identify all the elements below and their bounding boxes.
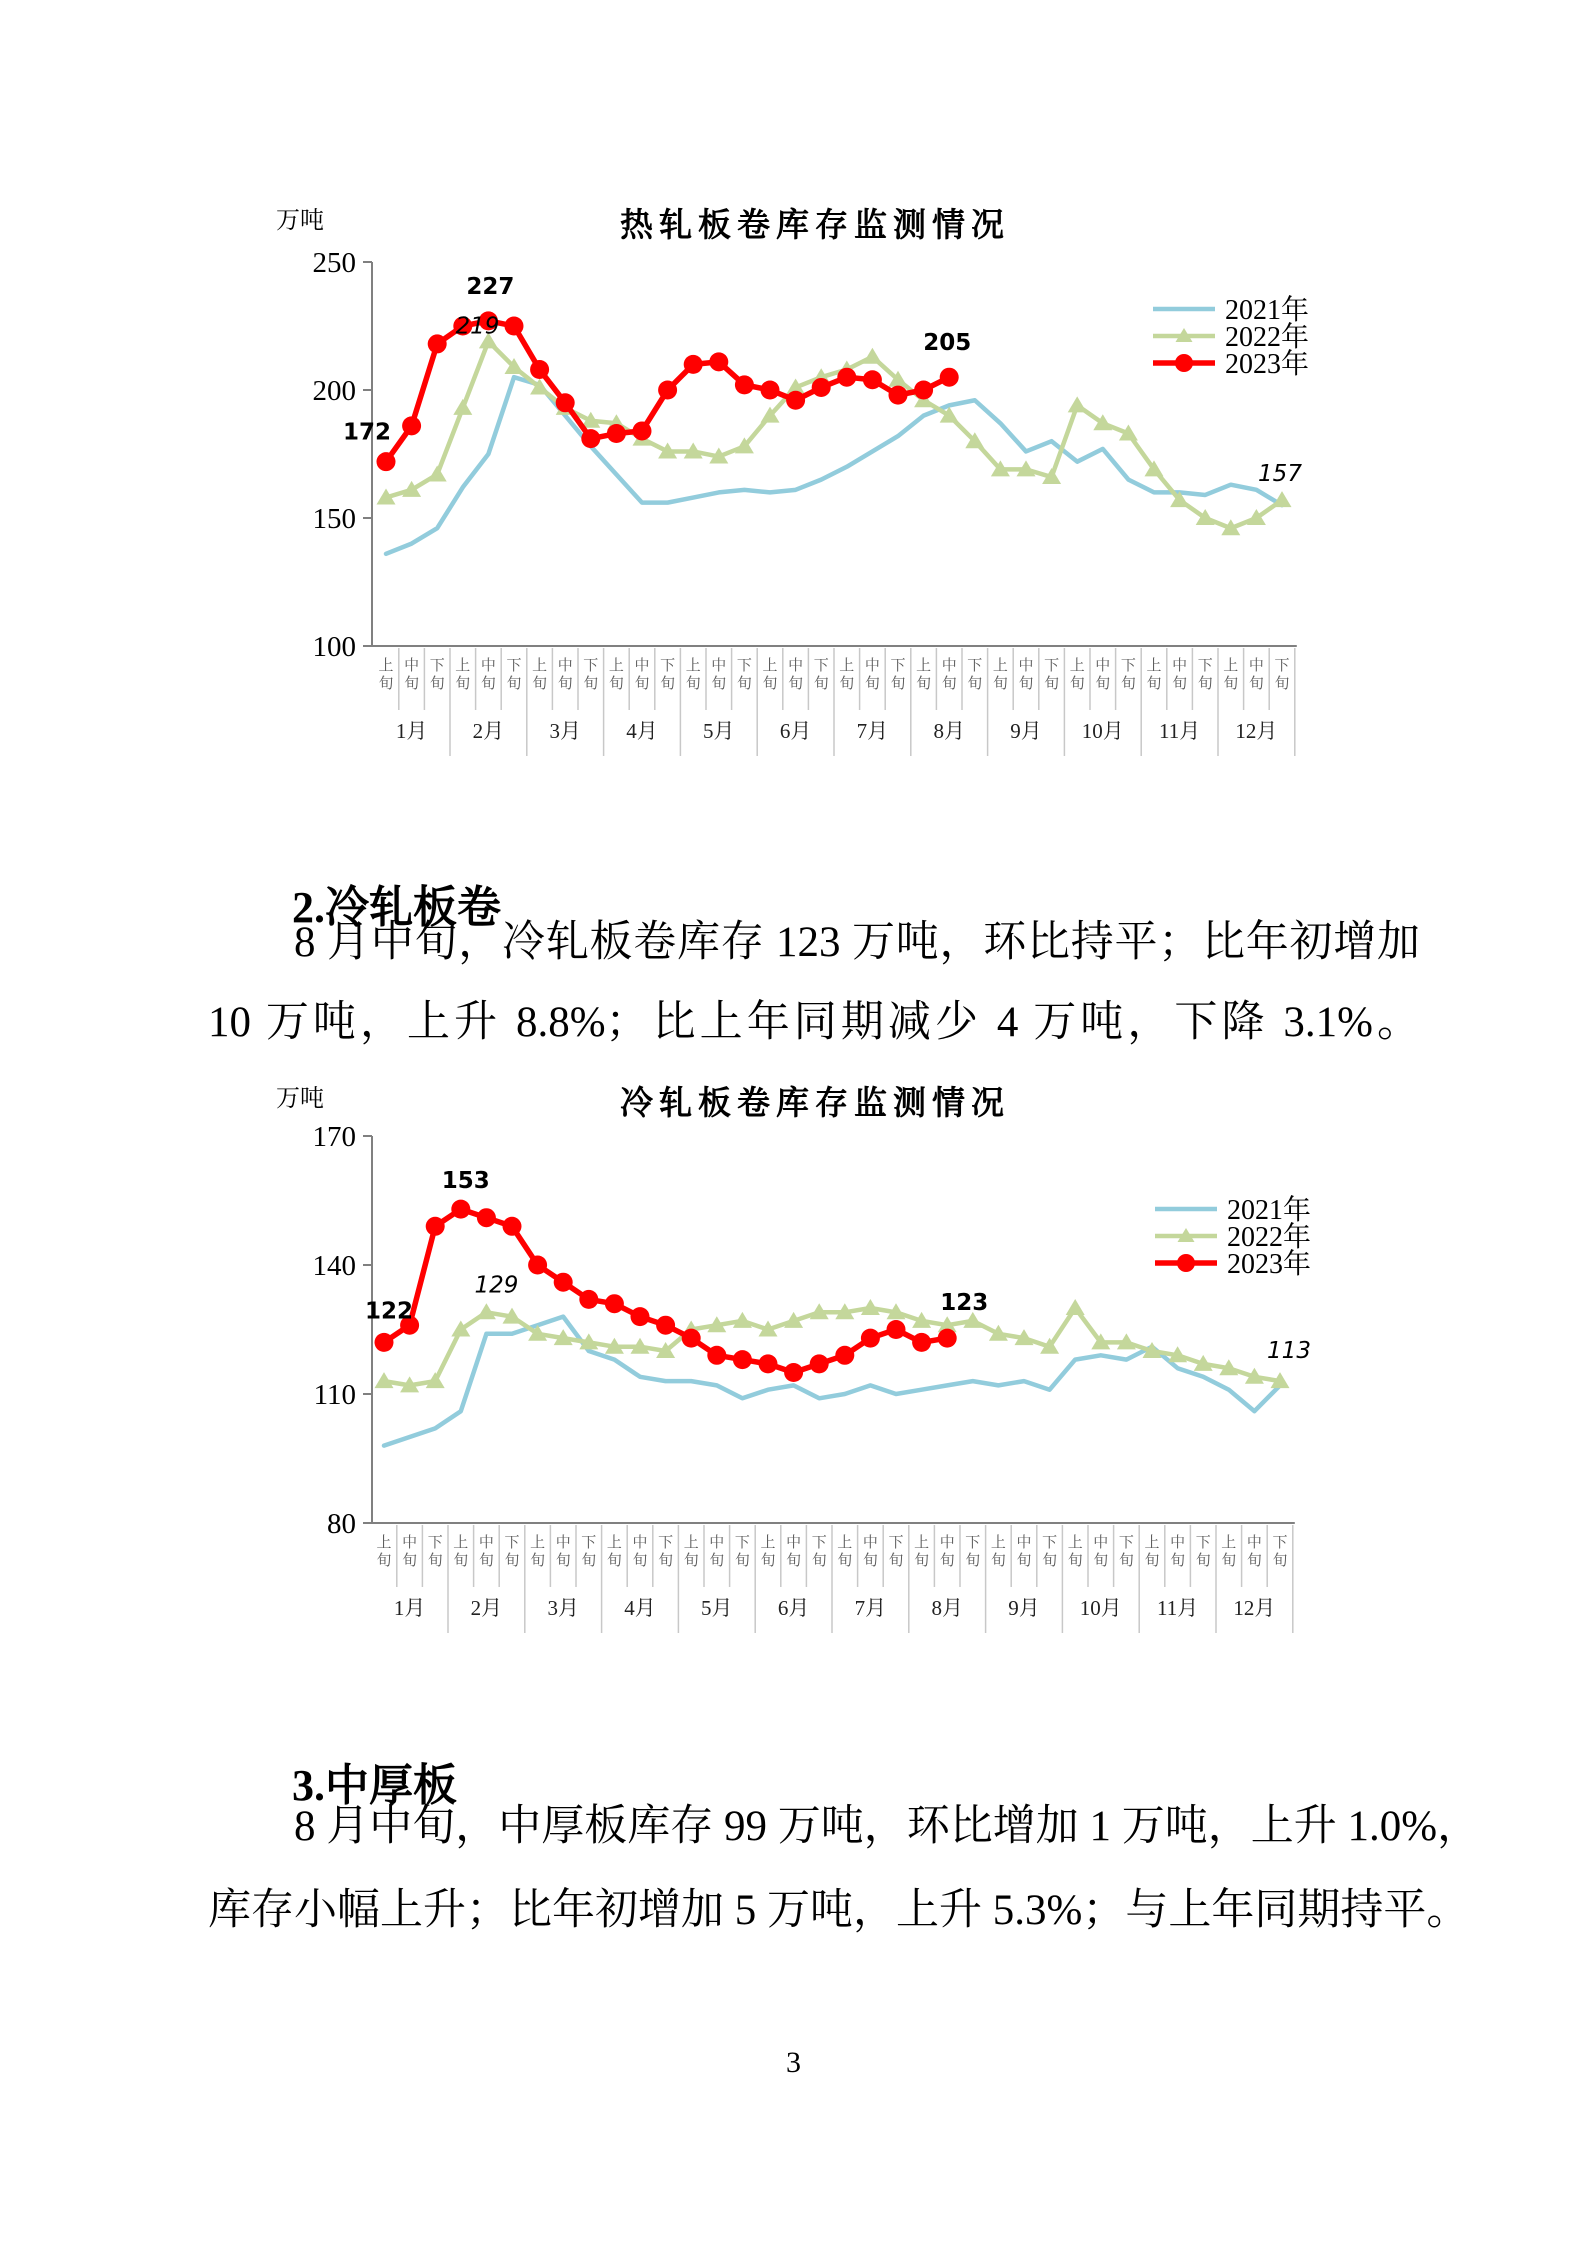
x-axis-month-label: 3月 xyxy=(549,719,581,743)
y-axis-tick-label: 110 xyxy=(313,1379,356,1411)
x-axis-period-label: 上 xyxy=(532,658,548,674)
x-axis-period-label: 中 xyxy=(1248,658,1264,674)
x-axis-period-label: 中 xyxy=(864,658,880,674)
x-axis-period-label: 上 xyxy=(914,1535,930,1551)
x-axis-period-label: 旬 xyxy=(1018,676,1034,692)
x-axis-period-label: 下 xyxy=(736,658,752,674)
y-axis-tick-label: 140 xyxy=(312,1250,356,1282)
x-axis-period-label: 下 xyxy=(967,658,983,674)
x-axis-period-label: 旬 xyxy=(557,676,573,692)
x-axis-period-label: 中 xyxy=(788,658,804,674)
x-axis-period-label: 中 xyxy=(1172,658,1188,674)
data-point-marker xyxy=(863,348,882,364)
x-axis-period-label: 旬 xyxy=(890,676,906,692)
x-axis-period-label: 中 xyxy=(632,1535,648,1551)
x-axis-period-label: 上 xyxy=(608,658,624,674)
x-axis-period-label: 旬 xyxy=(453,1553,469,1569)
data-point-marker xyxy=(658,381,677,400)
x-axis-period-label: 旬 xyxy=(504,1553,520,1569)
x-axis-month-label: 7月 xyxy=(854,1596,887,1620)
x-axis-period-label: 旬 xyxy=(916,676,932,692)
x-axis-period-label: 下 xyxy=(1042,1535,1058,1551)
x-axis-month-label: 5月 xyxy=(701,1596,733,1620)
x-axis-period-label: 旬 xyxy=(939,1553,955,1569)
x-axis-month-label: 4月 xyxy=(624,1596,656,1620)
x-axis-month-label: 6月 xyxy=(779,719,812,743)
x-axis-period-label: 旬 xyxy=(1248,676,1264,692)
data-point-marker xyxy=(503,1217,522,1236)
x-axis-period-label: 旬 xyxy=(760,1553,776,1569)
section-heading-cold-rolled: 2.冷轧板卷 xyxy=(292,882,501,932)
x-axis-period-label: 上 xyxy=(839,658,855,674)
x-axis-period-label: 旬 xyxy=(376,1553,392,1569)
data-point-marker xyxy=(938,1329,957,1348)
x-axis-period-label: 中 xyxy=(478,1535,494,1551)
data-point-marker xyxy=(707,1346,726,1365)
x-axis-period-label: 旬 xyxy=(1246,1553,1262,1569)
x-axis-period-label: 下 xyxy=(813,658,829,674)
x-axis-month-label: 3月 xyxy=(547,1596,579,1620)
x-axis-period-label: 下 xyxy=(427,1535,443,1551)
x-axis-period-label: 旬 xyxy=(581,1553,597,1569)
data-point-marker xyxy=(377,452,396,471)
x-axis-period-label: 旬 xyxy=(404,676,420,692)
x-axis-period-label: 旬 xyxy=(427,1553,443,1569)
x-axis-period-label: 上 xyxy=(992,658,1008,674)
data-label: 153 xyxy=(441,1168,490,1195)
x-axis-period-label: 中 xyxy=(404,658,420,674)
x-axis-period-label: 旬 xyxy=(1195,1553,1211,1569)
x-axis-month-label: 10月 xyxy=(1079,1596,1122,1620)
x-axis-period-label: 上 xyxy=(1067,1535,1083,1551)
x-axis-period-label: 中 xyxy=(1170,1535,1186,1551)
x-axis-period-label: 下 xyxy=(1118,1535,1134,1551)
x-axis-period-label: 旬 xyxy=(837,1553,853,1569)
x-axis-period-label: 旬 xyxy=(402,1553,418,1569)
x-axis-period-label: 下 xyxy=(1274,658,1290,674)
x-axis-period-label: 中 xyxy=(557,658,573,674)
data-point-marker xyxy=(631,1307,650,1326)
x-axis-period-label: 旬 xyxy=(992,676,1008,692)
x-axis-month-label: 10月 xyxy=(1081,719,1124,743)
data-point-marker xyxy=(912,1333,931,1352)
x-axis-period-label: 旬 xyxy=(734,1553,750,1569)
x-axis-month-label: 9月 xyxy=(1008,1596,1040,1620)
x-axis-period-label: 中 xyxy=(709,1535,725,1551)
x-axis-period-label: 旬 xyxy=(813,676,829,692)
axes xyxy=(313,247,1297,663)
x-axis-period-label: 中 xyxy=(555,1535,571,1551)
data-point-marker xyxy=(656,1316,675,1335)
x-axis-period-label: 旬 xyxy=(1221,1553,1237,1569)
x-axis-period-label: 上 xyxy=(530,1535,546,1551)
x-axis-grid xyxy=(376,1525,1292,1633)
legend-entry-label: 2023年 xyxy=(1225,349,1310,380)
x-axis-period-label: 上 xyxy=(837,1535,853,1551)
x-axis-period-label: 旬 xyxy=(1118,1553,1134,1569)
legend-entry-label: 2021年 xyxy=(1227,1195,1312,1226)
data-label: 123 xyxy=(940,1290,989,1317)
x-axis-period-label: 旬 xyxy=(888,1553,904,1569)
data-point-marker xyxy=(528,1256,547,1275)
data-point-marker xyxy=(581,429,600,448)
paragraph-line: 8 月中旬，中厚板库存 99 万吨，环比增加 1 万吨，上升 1.0%， xyxy=(294,1803,1481,1850)
data-point-marker xyxy=(530,360,549,379)
x-axis-period-label: 旬 xyxy=(736,676,752,692)
x-axis-month-label: 12月 xyxy=(1233,1596,1276,1620)
x-axis-period-label: 下 xyxy=(1272,1535,1288,1551)
x-axis-period-label: 上 xyxy=(683,1535,699,1551)
x-axis-period-label: 旬 xyxy=(532,676,548,692)
x-axis-period-label: 上 xyxy=(376,1535,392,1551)
x-axis-period-label: 旬 xyxy=(1223,676,1239,692)
x-axis-period-label: 旬 xyxy=(1044,676,1060,692)
x-axis-period-label: 上 xyxy=(1069,658,1085,674)
x-axis-period-label: 旬 xyxy=(1144,1553,1160,1569)
data-point-marker xyxy=(863,370,882,389)
x-axis-period-label: 上 xyxy=(1221,1535,1237,1551)
y-axis-tick-label: 100 xyxy=(312,631,356,663)
hot-rolled-chart-svg xyxy=(225,140,1385,788)
data-point-marker xyxy=(812,378,831,397)
x-axis-month-label: 8月 xyxy=(933,719,965,743)
data-label: 205 xyxy=(923,330,972,357)
legend-entry-label: 2023年 xyxy=(1227,1249,1312,1280)
x-axis-month-label: 4月 xyxy=(626,719,658,743)
y-axis-tick-label: 80 xyxy=(327,1508,356,1540)
data-point-marker xyxy=(887,1320,906,1339)
page-number: 3 xyxy=(786,2046,801,2079)
x-axis-period-label: 下 xyxy=(658,1535,674,1551)
x-axis-period-label: 旬 xyxy=(683,1553,699,1569)
x-axis-period-label: 下 xyxy=(583,658,599,674)
paragraph-line: 库存小幅上升；比年初增加 5 万吨，上升 5.3%；与上年同期持平。 xyxy=(208,1887,1470,1934)
x-axis-period-label: 上 xyxy=(760,1535,776,1551)
x-axis-period-label: 旬 xyxy=(1120,676,1136,692)
x-axis-period-label: 旬 xyxy=(1170,1553,1186,1569)
x-axis-period-label: 旬 xyxy=(1272,1553,1288,1569)
x-axis-period-label: 中 xyxy=(1093,1535,1109,1551)
x-axis-month-label: 1月 xyxy=(395,719,428,743)
x-axis-period-label: 旬 xyxy=(914,1553,930,1569)
data-point-marker xyxy=(1068,396,1087,412)
series-2021年 xyxy=(386,377,1282,554)
data-point-marker xyxy=(835,1346,854,1365)
x-axis-period-label: 旬 xyxy=(711,676,727,692)
data-label: 157 xyxy=(1258,461,1302,488)
x-axis-period-label: 上 xyxy=(1146,658,1162,674)
x-axis-period-label: 旬 xyxy=(555,1553,571,1569)
x-axis-period-label: 旬 xyxy=(1016,1553,1032,1569)
legend-marker xyxy=(1177,1254,1195,1272)
data-point-marker xyxy=(554,1273,573,1292)
x-axis-period-label: 上 xyxy=(378,658,394,674)
x-axis-month-label: 9月 xyxy=(1010,719,1042,743)
y-axis-tick-label: 170 xyxy=(312,1121,356,1153)
data-point-marker xyxy=(579,1290,598,1309)
data-point-marker xyxy=(684,355,703,374)
x-axis-period-label: 中 xyxy=(941,658,957,674)
x-axis-period-label: 旬 xyxy=(990,1553,1006,1569)
x-axis-period-label: 上 xyxy=(916,658,932,674)
x-axis-period-label: 上 xyxy=(455,658,471,674)
x-axis-period-label: 下 xyxy=(504,1535,520,1551)
x-axis-month-label: 8月 xyxy=(931,1596,963,1620)
x-axis-period-label: 旬 xyxy=(530,1553,546,1569)
x-axis-month-label: 12月 xyxy=(1235,719,1278,743)
x-axis-period-label: 旬 xyxy=(1093,1553,1109,1569)
x-axis-period-label: 中 xyxy=(711,658,727,674)
legend-marker xyxy=(1175,354,1193,372)
x-axis-period-label: 旬 xyxy=(1067,1553,1083,1569)
x-axis-period-label: 旬 xyxy=(1197,676,1213,692)
paragraph-line: 10 万吨，上升 8.8%；比上年同期减少 4 万吨，下降 3.1%。 xyxy=(208,999,1420,1046)
data-point-marker xyxy=(709,352,728,371)
x-axis-month-label: 6月 xyxy=(777,1596,810,1620)
x-axis-period-label: 中 xyxy=(634,658,650,674)
x-axis-period-label: 旬 xyxy=(788,676,804,692)
x-axis-month-label: 2月 xyxy=(472,719,505,743)
x-axis-period-label: 旬 xyxy=(658,1553,674,1569)
x-axis-period-label: 上 xyxy=(606,1535,622,1551)
x-axis-period-label: 旬 xyxy=(941,676,957,692)
x-axis-period-label: 中 xyxy=(1016,1535,1032,1551)
x-axis-period-label: 旬 xyxy=(1274,676,1290,692)
x-axis-month-label: 11月 xyxy=(1158,719,1201,743)
x-axis-period-label: 下 xyxy=(429,658,445,674)
cold-rolled-inventory-chart xyxy=(225,1018,1385,1666)
data-label: 113 xyxy=(1267,1338,1311,1365)
paragraph-line: 8 月中旬，冷轧板卷库存 123 万吨，环比持平；比年初增加 xyxy=(294,919,1420,966)
x-axis-period-label: 旬 xyxy=(967,676,983,692)
x-axis-period-label: 旬 xyxy=(583,676,599,692)
data-point-marker xyxy=(556,393,575,412)
legend-entry-label: 2021年 xyxy=(1225,295,1310,326)
x-axis-period-label: 下 xyxy=(1197,658,1213,674)
chart-title: 冷轧板卷库存监测情况 xyxy=(620,1086,1010,1122)
x-axis-period-label: 旬 xyxy=(811,1553,827,1569)
series-2021年-line xyxy=(386,377,1282,554)
x-axis-period-label: 上 xyxy=(990,1535,1006,1551)
x-axis-period-label: 下 xyxy=(965,1535,981,1551)
legend xyxy=(1153,294,1309,380)
x-axis-period-label: 下 xyxy=(888,1535,904,1551)
x-axis-period-label: 下 xyxy=(1195,1535,1211,1551)
data-point-marker xyxy=(428,465,447,481)
x-axis-period-label: 旬 xyxy=(1042,1553,1058,1569)
x-axis-period-label: 旬 xyxy=(480,676,496,692)
x-axis-period-label: 旬 xyxy=(660,676,676,692)
y-axis-unit-label: 万吨 xyxy=(276,1086,324,1112)
x-axis-month-label: 5月 xyxy=(703,719,735,743)
x-axis-month-label: 2月 xyxy=(470,1596,503,1620)
data-point-marker xyxy=(426,1217,445,1236)
data-point-marker xyxy=(784,1363,803,1382)
x-axis-period-label: 下 xyxy=(660,658,676,674)
x-axis-period-label: 上 xyxy=(685,658,701,674)
x-axis-month-label: 11月 xyxy=(1156,1596,1199,1620)
data-point-marker xyxy=(759,1354,778,1373)
data-point-marker xyxy=(682,1329,701,1348)
data-point-marker xyxy=(914,381,933,400)
data-point-marker xyxy=(735,375,754,394)
x-axis-period-label: 旬 xyxy=(478,1553,494,1569)
data-point-marker xyxy=(605,1294,624,1313)
legend xyxy=(1155,1194,1311,1280)
y-axis-tick-label: 250 xyxy=(312,247,356,279)
x-axis-period-label: 旬 xyxy=(608,676,624,692)
data-point-marker xyxy=(733,1350,752,1369)
x-axis-grid xyxy=(378,648,1294,756)
legend-entry-label: 2022年 xyxy=(1227,1222,1312,1253)
series-2021年 xyxy=(384,1317,1280,1446)
data-point-marker xyxy=(1066,1299,1085,1315)
data-point-marker xyxy=(810,1354,829,1373)
data-point-marker xyxy=(428,334,447,353)
x-axis-period-label: 旬 xyxy=(429,676,445,692)
data-point-marker xyxy=(402,416,421,435)
series-2022年 xyxy=(375,1299,1290,1392)
y-axis-tick-label: 200 xyxy=(312,375,356,407)
x-axis-period-label: 中 xyxy=(480,658,496,674)
chart-title: 热轧板卷库存监测情况 xyxy=(620,208,1010,244)
x-axis-period-label: 中 xyxy=(402,1535,418,1551)
data-point-marker xyxy=(889,386,908,405)
legend-entry-label: 2022年 xyxy=(1225,322,1310,353)
data-point-marker xyxy=(761,381,780,400)
x-axis-period-label: 旬 xyxy=(1146,676,1162,692)
x-axis-period-label: 旬 xyxy=(862,1553,878,1569)
data-point-marker xyxy=(375,1333,394,1352)
data-label: 122 xyxy=(364,1298,414,1325)
x-axis-period-label: 旬 xyxy=(786,1553,802,1569)
data-point-marker xyxy=(940,368,959,387)
x-axis-period-label: 上 xyxy=(1223,658,1239,674)
x-axis-period-label: 中 xyxy=(1018,658,1034,674)
x-axis-period-label: 旬 xyxy=(455,676,471,692)
data-label: 227 xyxy=(466,273,515,300)
x-axis-period-label: 上 xyxy=(453,1535,469,1551)
x-axis-period-label: 下 xyxy=(1044,658,1060,674)
x-axis-period-label: 旬 xyxy=(762,676,778,692)
x-axis-period-label: 中 xyxy=(939,1535,955,1551)
series-2021年-line xyxy=(384,1317,1280,1446)
x-axis-period-label: 旬 xyxy=(965,1553,981,1569)
x-axis-month-label: 1月 xyxy=(393,1596,426,1620)
x-axis-period-label: 中 xyxy=(786,1535,802,1551)
cold-rolled-chart-svg xyxy=(225,1018,1385,1666)
data-point-marker xyxy=(607,424,626,443)
data-label: 129 xyxy=(474,1272,519,1299)
section-heading-medium-plate: 3.中厚板 xyxy=(292,1760,457,1810)
y-axis-unit-label: 万吨 xyxy=(276,208,324,234)
data-point-marker xyxy=(786,391,805,410)
x-axis-period-label: 旬 xyxy=(1095,676,1111,692)
x-axis-period-label: 旬 xyxy=(634,676,650,692)
x-axis-period-label: 旬 xyxy=(1069,676,1085,692)
data-point-marker xyxy=(477,1208,496,1227)
data-point-marker xyxy=(861,1329,880,1348)
x-axis-period-label: 下 xyxy=(890,658,906,674)
data-point-marker xyxy=(633,421,652,440)
x-axis-period-label: 中 xyxy=(862,1535,878,1551)
x-axis-period-label: 上 xyxy=(762,658,778,674)
x-axis-period-label: 下 xyxy=(506,658,522,674)
data-point-marker xyxy=(505,317,524,336)
data-point-marker xyxy=(837,368,856,387)
data-point-marker xyxy=(451,1200,470,1219)
x-axis-period-label: 旬 xyxy=(378,676,394,692)
x-axis-period-label: 旬 xyxy=(709,1553,725,1569)
x-axis-period-label: 下 xyxy=(811,1535,827,1551)
x-axis-period-label: 旬 xyxy=(685,676,701,692)
hot-rolled-inventory-chart xyxy=(225,140,1385,788)
data-label: 219 xyxy=(455,313,500,340)
data-label: 172 xyxy=(342,419,392,446)
data-point-marker xyxy=(453,399,472,415)
x-axis-period-label: 中 xyxy=(1246,1535,1262,1551)
x-axis-period-label: 旬 xyxy=(839,676,855,692)
x-axis-period-label: 旬 xyxy=(1172,676,1188,692)
x-axis-period-label: 旬 xyxy=(506,676,522,692)
x-axis-period-label: 旬 xyxy=(632,1553,648,1569)
x-axis-month-label: 7月 xyxy=(856,719,889,743)
x-axis-period-label: 旬 xyxy=(606,1553,622,1569)
x-axis-period-label: 上 xyxy=(1144,1535,1160,1551)
x-axis-period-label: 下 xyxy=(734,1535,750,1551)
x-axis-period-label: 中 xyxy=(1095,658,1111,674)
x-axis-period-label: 下 xyxy=(1120,658,1136,674)
x-axis-period-label: 旬 xyxy=(864,676,880,692)
y-axis-tick-label: 150 xyxy=(312,503,356,535)
x-axis-period-label: 下 xyxy=(581,1535,597,1551)
